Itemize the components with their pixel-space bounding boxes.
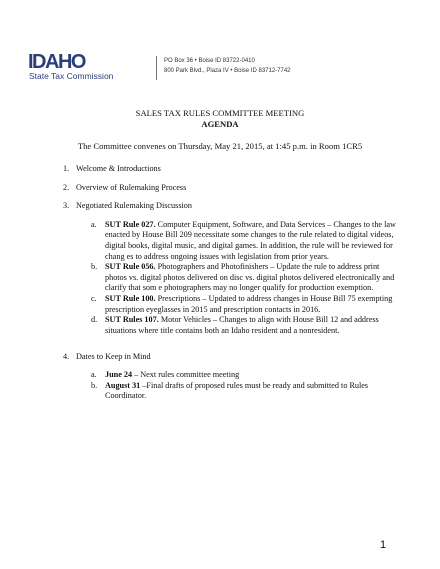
- rule-letter: b.: [91, 262, 98, 272]
- item-text: Overview of Rulemaking Process: [76, 182, 187, 192]
- item-text: Dates to Keep in Mind: [76, 352, 151, 362]
- address-line-1: PO Box 36 • Boise ID 83722-0410: [164, 58, 255, 64]
- date-item: [91, 381, 403, 402]
- date-label: August 31: [105, 380, 141, 390]
- rule-label: SUT Rule 100.: [105, 293, 156, 303]
- list-item: [63, 352, 403, 363]
- list-item: [63, 183, 403, 194]
- letterhead: [28, 51, 368, 86]
- rule-label: SUT Rules 107.: [105, 315, 159, 325]
- date-item: [91, 370, 403, 381]
- letterhead-divider: [156, 56, 157, 80]
- rule-item: [91, 294, 403, 315]
- date-letter: b.: [91, 380, 98, 390]
- rule-text: Computer Equipment, Software, and Data Services – Changes to the law enacted by House Bill 209 necessitate some changes to the rule related to digital videos, digital books, digital music, and digital games. In addition, the rule will be reviewed for chang es to address ongoing issues with legislation from prior years.: [105, 219, 396, 261]
- item-text: Welcome & Introductions: [76, 164, 161, 173]
- rule-text: Photographers and Photofinishers – Update the rule to address print photos vs. digital photos delivered on disc vs. digital photos delivered electronically and clarify that som e photographers may no longer qualify for production exemption.: [105, 262, 395, 293]
- rule-label: SUT Rule 056.: [105, 262, 156, 272]
- item-number: 4.: [63, 352, 70, 362]
- rule-item: [91, 315, 403, 336]
- rule-item: [91, 220, 403, 262]
- item-text: Negotiated Rulemaking Discussion: [76, 201, 192, 211]
- item-number: 2.: [63, 182, 70, 192]
- page-number: 1: [380, 539, 387, 551]
- address-line-2: 800 Park Blvd., Plaza IV • Boise ID 83712-7742: [164, 68, 291, 74]
- item-number: 1.: [63, 164, 70, 173]
- date-text: –Final drafts of proposed rules must be ready and submitted to Rules Coordinator.: [105, 380, 369, 401]
- date-label: June 24: [105, 369, 133, 379]
- agenda-heading: AGENDA: [201, 119, 239, 129]
- meeting-heading: [0, 108, 440, 130]
- idaho-logo: [28, 51, 150, 86]
- list-item: [63, 201, 403, 212]
- rule-item: [91, 262, 403, 294]
- item-number: 3.: [63, 201, 70, 211]
- rule-label: SUT Rule 027.: [105, 219, 156, 229]
- agenda-list: [63, 164, 403, 402]
- logo-subtitle: State Tax Commission: [29, 71, 114, 81]
- rule-letter: c.: [91, 293, 97, 303]
- rule-letter: a.: [91, 219, 97, 229]
- rule-letter: d.: [91, 315, 98, 325]
- date-letter: a.: [91, 369, 97, 379]
- date-text: – Next rules committee meeting: [134, 369, 240, 379]
- list-item: [63, 164, 403, 175]
- rule-text: Prescriptions – Updated to address changes in House Bill 75 exempting prescription eyeglasses in 2015 and prescription contacts in 2016.: [105, 293, 393, 314]
- meeting-intro: The Committee convenes on Thursday, May 21, 2015, at 1:45 p.m. in Room 1CR5: [77, 141, 363, 151]
- meeting-title: SALES TAX RULES COMMITTEE MEETING: [135, 108, 305, 118]
- logo-wordmark: IDAHO: [28, 51, 85, 73]
- rule-text: Motor Vehicles – Changes to align with House Bill 12 and address situations where title contains both an Idaho resident and a nonresident.: [105, 315, 379, 335]
- address-block: [164, 56, 291, 76]
